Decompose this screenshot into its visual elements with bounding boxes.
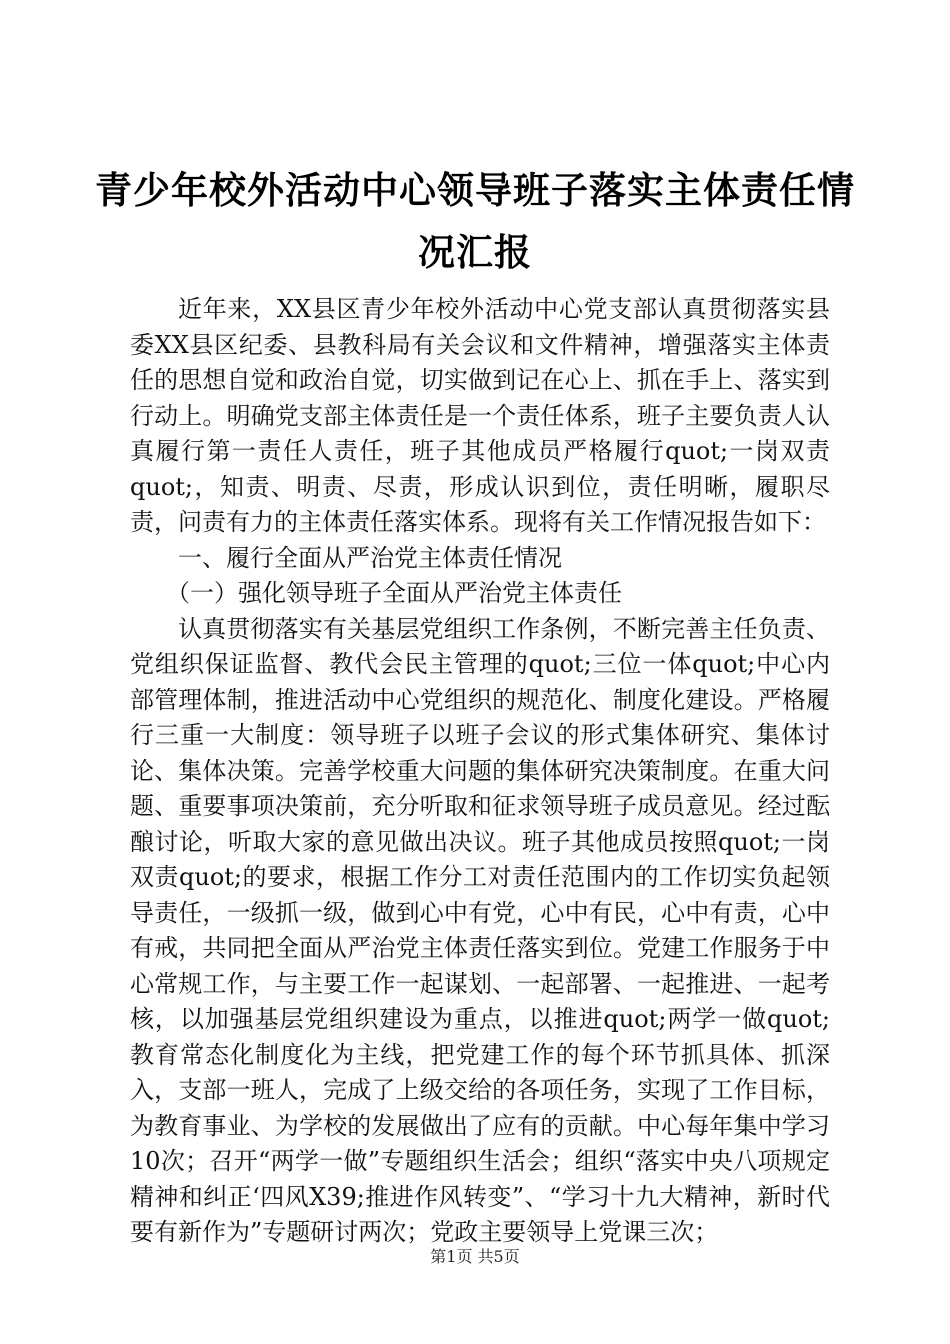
document-title-line-2: 况汇报: [418, 230, 532, 274]
body-paragraph: 认真贯彻落实有关基层党组织工作条例，不断完善主任负责、党组织保证监督、教代会民主管理的quot;三位一体quot;中心内部管理体制，推进活动中心党组织的规范化、制度化建设。严格履行三重一大制度：领导班子以班子会议的形式集体研究、集体讨论、集体决策。完善学校重大问题的集体研究决策制度。在重大问题、重要事项决策前，充分听取和征求领导班子成员意见。经过酝酿讨论，听取大家的意见做出决议。班子其他成员按照quot;一岗双责quot;的要求，根据工作分工对责任范围内的工作切实负起领导责任，一级抓一级，做到心中有党，心中有民，心中有责，心中有戒，共同把全面从严治党主体责任落实到位。党建工作服务于中心常规工作，与主要工作一起谋划、一起部署、一起推进、一起考核，以加强基层党组织建设为重点，以推进quot;两学一做quot;教育常态化制度化为主线，把党建工作的每个环节抓具体、抓深入，支部一班人，完成了上级交给的各项任务，实现了工作目标，为教育事业、为学校的发展做出了应有的贡献。中心每年集中学习10次；召开“两学一做”专题组织生活会；组织“落实中央八项规定精神和纠正‘四风X39;推进作风转变”、“学习十九大精神，新时代要有新作为”专题研讨两次；党政主要领导上党课三次；: [130, 614, 830, 1246]
intro-paragraph: 近年来，XX县区青少年校外活动中心党支部认真贯彻落实县委XX县区纪委、县教科局有关会议和文件精神，增强落实主体责任的思想自觉和政治自觉，切实做到记在心上、抓在手上、落实到行动上。明确党支部主体责任是一个责任体系，班子主要负责人认真履行第一责任人责任，班子其他成员严格履行quot;一岗双责quot;，知责、明责、尽责，形成认识到位，责任明晰，履职尽责，问责有力的主体责任落实体系。现将有关工作情况报告如下：: [130, 295, 830, 536]
document-body: [130, 292, 830, 1251]
document-title-line-1: 青少年校外活动中心领导班子落实主体责任情: [95, 168, 855, 212]
section-heading: 一、履行全面从严治党主体责任情况: [178, 543, 562, 572]
subsection-heading: （一）强化领导班子全面从严治党主体责任: [166, 579, 622, 607]
page-footer: 第1页 共5页: [430, 1247, 520, 1266]
